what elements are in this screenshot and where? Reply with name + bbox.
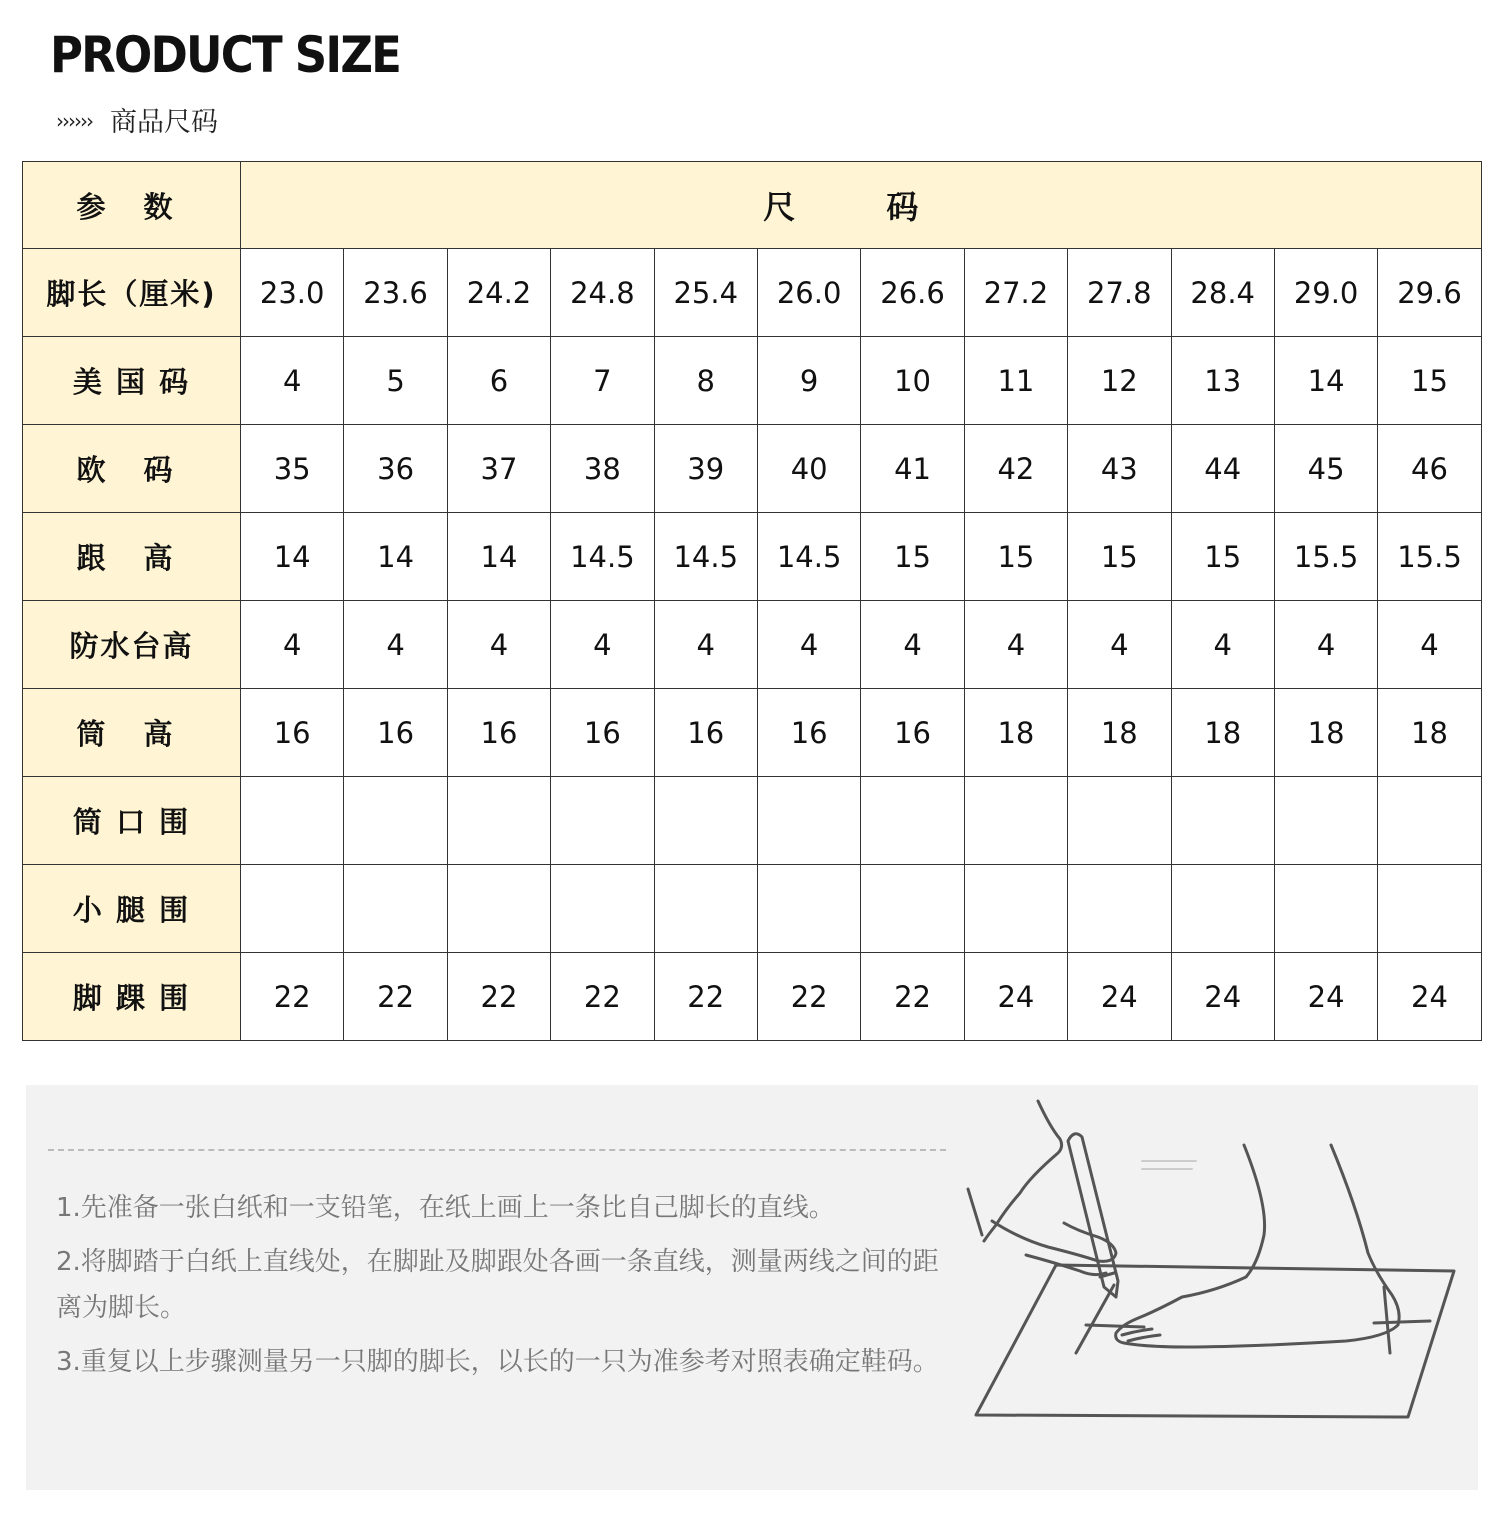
- table-cell: 22: [861, 953, 964, 1041]
- table-cell: [1171, 777, 1274, 865]
- table-cell: 10: [861, 337, 964, 425]
- table-cell: 27.8: [1068, 249, 1171, 337]
- table-cell: 26.6: [861, 249, 964, 337]
- table-cell: 39: [654, 425, 757, 513]
- table-cell: 24: [964, 953, 1067, 1041]
- table-cell: 43: [1068, 425, 1171, 513]
- table-cell: 27.2: [964, 249, 1067, 337]
- table-cell: [654, 777, 757, 865]
- table-cell: 22: [241, 953, 344, 1041]
- table-cell: [757, 865, 860, 953]
- guide-step: 3.重复以上步骤测量另一只脚的脚长，以长的一只为准参考对照表确定鞋码。: [56, 1347, 939, 1377]
- page-title: PRODUCT SIZE: [50, 26, 401, 84]
- table-cell: 4: [1068, 601, 1171, 689]
- table-cell: 14: [344, 513, 447, 601]
- table-cell: 16: [447, 689, 550, 777]
- table-cell: 14.5: [757, 513, 860, 601]
- foot-outline-icon: [1116, 1145, 1399, 1347]
- table-cell: [1274, 865, 1377, 953]
- table-cell: 9: [757, 337, 860, 425]
- row-label: 脚 踝 围: [23, 953, 241, 1041]
- table-header-row: [23, 162, 1482, 249]
- table-row: [23, 513, 1482, 601]
- table-cell: 18: [1274, 689, 1377, 777]
- table-row: [23, 953, 1482, 1041]
- table-cell: [344, 777, 447, 865]
- table-cell: 11: [964, 337, 1067, 425]
- table-cell: 4: [1274, 601, 1377, 689]
- table-cell: 4: [654, 601, 757, 689]
- table-row: [23, 249, 1482, 337]
- dashed-divider: [48, 1149, 946, 1151]
- table-cell: 22: [757, 953, 860, 1041]
- chevrons-icon: ››››››: [56, 109, 92, 133]
- table-cell: 4: [241, 337, 344, 425]
- table-cell: 26.0: [757, 249, 860, 337]
- table-cell: 7: [551, 337, 654, 425]
- table-cell: 37: [447, 425, 550, 513]
- table-cell: 16: [654, 689, 757, 777]
- table-cell: 14: [447, 513, 550, 601]
- table-cell: [1378, 865, 1481, 953]
- table-cell: 4: [344, 601, 447, 689]
- row-label: 小 腿 围: [23, 865, 241, 953]
- table-cell: 22: [447, 953, 550, 1041]
- table-row: [23, 777, 1482, 865]
- table-cell: [447, 777, 550, 865]
- table-cell: 18: [1068, 689, 1171, 777]
- table-cell: 4: [861, 601, 964, 689]
- table-row: [23, 337, 1482, 425]
- table-cell: 15.5: [1274, 513, 1377, 601]
- table-cell: 18: [964, 689, 1067, 777]
- table-cell: [861, 777, 964, 865]
- table-cell: [1068, 777, 1171, 865]
- guide-step: 2.将脚踏于白纸上直线处，在脚趾及脚跟处各画一条直线，测量两线之间的距离为脚长。: [56, 1247, 939, 1323]
- row-label: 脚长（厘米): [23, 249, 241, 337]
- table-cell: 12: [1068, 337, 1171, 425]
- table-cell: [344, 865, 447, 953]
- table-cell: [1378, 777, 1481, 865]
- table-cell: 4: [241, 601, 344, 689]
- table-cell: 15: [964, 513, 1067, 601]
- size-header: 尺 码: [241, 162, 1482, 249]
- table-cell: [964, 777, 1067, 865]
- table-cell: 25.4: [654, 249, 757, 337]
- table-cell: 24: [1171, 953, 1274, 1041]
- table-cell: [1068, 865, 1171, 953]
- table-cell: 14: [241, 513, 344, 601]
- table-cell: 22: [654, 953, 757, 1041]
- table-cell: 16: [241, 689, 344, 777]
- foot-measuring-illustration: [946, 1085, 1476, 1490]
- table-cell: [551, 865, 654, 953]
- table-cell: 46: [1378, 425, 1481, 513]
- table-cell: 16: [757, 689, 860, 777]
- measurement-guide: [26, 1085, 1478, 1490]
- table-cell: 15: [1171, 513, 1274, 601]
- table-row: [23, 601, 1482, 689]
- size-table: [22, 161, 1482, 1041]
- table-cell: 41: [861, 425, 964, 513]
- table-cell: [241, 777, 344, 865]
- table-cell: 4: [964, 601, 1067, 689]
- table-cell: 42: [964, 425, 1067, 513]
- table-cell: [551, 777, 654, 865]
- table-cell: 35: [241, 425, 344, 513]
- table-cell: 4: [1378, 601, 1481, 689]
- table-cell: [1171, 865, 1274, 953]
- row-label: 美 国 码: [23, 337, 241, 425]
- table-cell: [1274, 777, 1377, 865]
- table-cell: 24: [1378, 953, 1481, 1041]
- table-row: [23, 689, 1482, 777]
- subtitle-text: 商品尺码: [110, 107, 218, 138]
- table-cell: 44: [1171, 425, 1274, 513]
- table-cell: [241, 865, 344, 953]
- table-cell: 45: [1274, 425, 1377, 513]
- table-cell: 4: [551, 601, 654, 689]
- guide-step: 1.先准备一张白纸和一支铅笔，在纸上画上一条比自己脚长的直线。: [56, 1193, 835, 1223]
- table-cell: 14.5: [551, 513, 654, 601]
- row-label: 防水台高: [23, 601, 241, 689]
- table-cell: 15: [1068, 513, 1171, 601]
- table-cell: [861, 865, 964, 953]
- table-cell: 24: [1068, 953, 1171, 1041]
- table-cell: 24.2: [447, 249, 550, 337]
- table-cell: [964, 865, 1067, 953]
- table-cell: 15.5: [1378, 513, 1481, 601]
- table-cell: 5: [344, 337, 447, 425]
- table-cell: 16: [551, 689, 654, 777]
- table-cell: 38: [551, 425, 654, 513]
- table-cell: 36: [344, 425, 447, 513]
- row-label: 筒 高: [23, 689, 241, 777]
- table-cell: 24.8: [551, 249, 654, 337]
- table-cell: [757, 777, 860, 865]
- table-cell: 14: [1274, 337, 1377, 425]
- table-cell: 13: [1171, 337, 1274, 425]
- param-header: 参 数: [23, 162, 241, 249]
- table-cell: 23.0: [241, 249, 344, 337]
- table-cell: 28.4: [1171, 249, 1274, 337]
- table-cell: 6: [447, 337, 550, 425]
- table-cell: 15: [861, 513, 964, 601]
- table-cell: 4: [447, 601, 550, 689]
- table-cell: 4: [1171, 601, 1274, 689]
- subtitle: [56, 100, 218, 139]
- table-cell: [447, 865, 550, 953]
- table-cell: 40: [757, 425, 860, 513]
- table-cell: 14.5: [654, 513, 757, 601]
- table-cell: 8: [654, 337, 757, 425]
- table-cell: 24: [1274, 953, 1377, 1041]
- table-cell: 29.6: [1378, 249, 1481, 337]
- table-cell: 4: [757, 601, 860, 689]
- table-cell: [654, 865, 757, 953]
- table-cell: 29.0: [1274, 249, 1377, 337]
- row-label: 筒 口 围: [23, 777, 241, 865]
- table-cell: 16: [344, 689, 447, 777]
- guide-steps: [56, 1185, 946, 1393]
- table-cell: 16: [861, 689, 964, 777]
- table-cell: 18: [1378, 689, 1481, 777]
- hand-icon: [984, 1101, 1062, 1241]
- table-cell: 18: [1171, 689, 1274, 777]
- table-cell: 15: [1378, 337, 1481, 425]
- table-cell: 23.6: [344, 249, 447, 337]
- table-cell: 22: [344, 953, 447, 1041]
- row-label: 跟 高: [23, 513, 241, 601]
- table-cell: 22: [551, 953, 654, 1041]
- table-row: [23, 425, 1482, 513]
- row-label: 欧 码: [23, 425, 241, 513]
- table-row: [23, 865, 1482, 953]
